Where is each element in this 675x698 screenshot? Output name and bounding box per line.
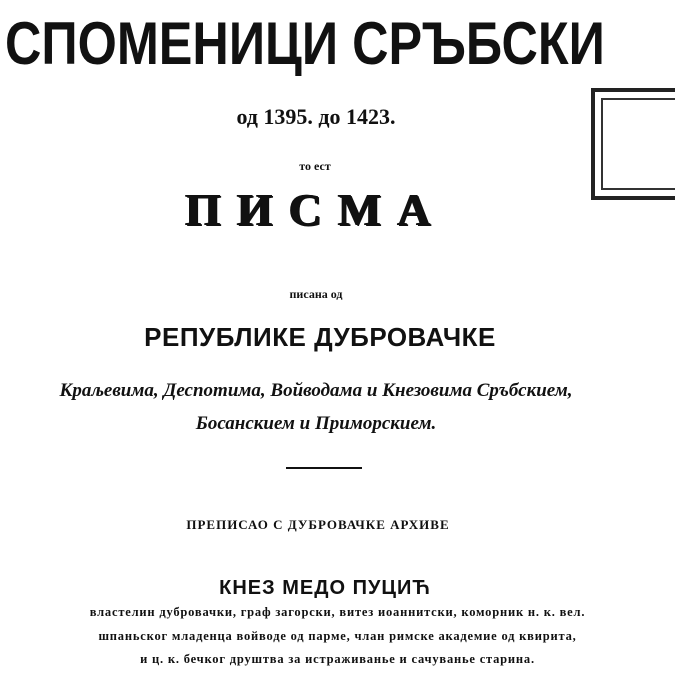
written-by-label: писана од (289, 287, 343, 301)
author-credit-line-1: властелин дубровачки, граф загорски, витез иоаннитски, коморник н. к. вел. (89, 605, 586, 619)
date-range: од 1395. до 1423. (236, 104, 396, 129)
subtitle-letters: ПИСМА (185, 184, 447, 235)
author-name: КНЕЗ МЕДО ПУЦИЋ (219, 577, 431, 599)
transcribed-from-label: ПРЕПИСАО С ДУБРОВАЧКЕ АРХИВЕ (186, 517, 450, 532)
recipients-line-1: Краљевима, Деспотима, Войводама и Кнезовима Сръбскием, (59, 380, 573, 401)
republic-heading: РЕПУБЛИКЕ ДУБРОВАЧКЕ (144, 322, 496, 352)
subtitle-connector: то ест (299, 159, 331, 173)
book-title: СПОМЕНИЦИ СРЪБСКИ (5, 10, 605, 77)
author-credit-line-3: и ц. к. бечког друштва за истраживанье и сачуванье старина. (140, 652, 535, 666)
author-credit-line-2: шпаньског младенца войводе од парме, члан римске академие од квирита, (98, 629, 577, 643)
divider-rule (286, 467, 362, 469)
recipients-line-2: Босанскием и Приморскием. (195, 413, 437, 434)
